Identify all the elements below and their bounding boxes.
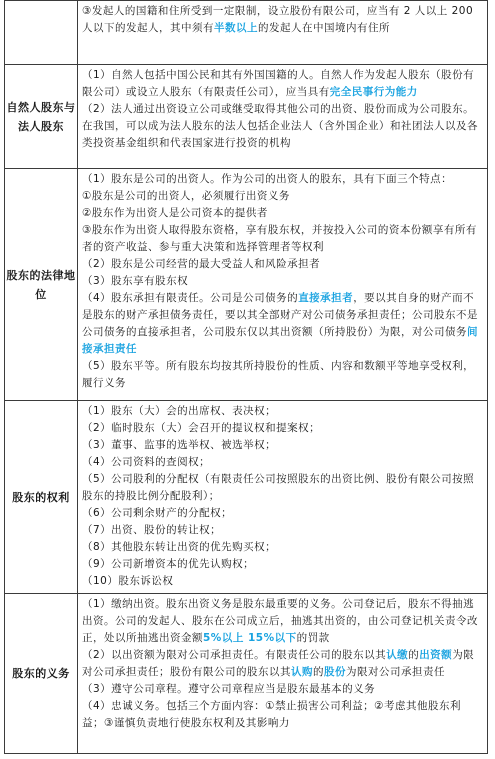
shareholder-table xyxy=(4,0,488,754)
text-segment: （5）公司股利的分配权（有限责任公司按照股东的出资比例、股份有限公司按照股东的持股比例分配股利）； xyxy=(82,473,475,502)
text-segment: （3）遵守公司章程。遵守公司章程应当是股东最基本的义务 xyxy=(82,683,376,695)
paragraph xyxy=(82,222,482,256)
table-row xyxy=(5,65,488,169)
highlighted-text: 认购 xyxy=(291,666,313,678)
paragraph xyxy=(82,539,482,556)
table-row xyxy=(5,1,488,65)
text-segment: （1）股东（大）会的出席权、表决权； xyxy=(82,405,277,417)
row-heading xyxy=(5,1,78,65)
text-segment: ③发起人的国籍和住所受到一定限制，设立股份有限公司，应当有 2 人以上 200 人以下的发起人，其中须有 xyxy=(82,5,474,34)
paragraph xyxy=(82,171,482,188)
paragraph xyxy=(82,681,482,698)
paragraph xyxy=(82,698,482,732)
text-segment: 的发起人在中国境内有住所 xyxy=(258,22,390,34)
paragraph xyxy=(82,273,482,290)
paragraph xyxy=(82,522,482,539)
highlighted-text: 认缴 xyxy=(386,649,409,661)
row-heading: 股东的权利 xyxy=(5,401,78,594)
highlighted-text: 出资额 xyxy=(419,649,453,661)
row-content xyxy=(78,401,488,594)
text-segment: 的罚款 xyxy=(296,632,330,644)
row-content xyxy=(78,65,488,169)
row-content xyxy=(78,594,488,754)
paragraph xyxy=(82,256,482,273)
text-segment: （2）以出资额为限对公司承担责任。有限责任公司的股东以其 xyxy=(82,649,387,661)
text-segment: （1）自然人包括中国公民和其有外国国籍的人。自然人作为发起人股东（股份有限公司）或设立人股东（有限责任公司），应当具有 xyxy=(82,69,475,98)
paragraph xyxy=(82,358,482,392)
paragraph xyxy=(82,403,482,420)
paragraph xyxy=(82,471,482,505)
paragraph xyxy=(82,647,482,681)
text-segment: （4）股东承担有限责任。公司是公司债务的 xyxy=(82,292,299,304)
paragraph xyxy=(82,290,482,358)
text-segment: 的 xyxy=(408,649,420,661)
text-segment: （1）股东是公司的出资人。作为公司的出资人的股东，具有下面三个特点： xyxy=(82,173,453,185)
text-segment: （4）忠诚义务。包括三个方面内容：①禁止损害公司利益；②考虑其他股东利益；③谨慎负责地行使股东权利及其影响力 xyxy=(82,700,462,729)
paragraph xyxy=(82,3,482,37)
highlighted-text: 直接承担者 xyxy=(298,292,354,304)
paragraph xyxy=(82,67,482,101)
highlighted-text: 股份 xyxy=(324,666,346,678)
row-heading: 自然人股东与法人股东 xyxy=(5,65,78,169)
paragraph xyxy=(82,101,482,152)
row-content xyxy=(78,1,488,65)
text-segment: ①股东是公司的出资人，必须履行出资义务 xyxy=(82,190,290,202)
text-segment: 为限对公司承担责任；股份有限公司的股东以其 xyxy=(82,649,475,678)
text-segment: （4）公司资料的查阅权； xyxy=(82,456,211,468)
text-segment: ②股东作为出资人是公司资本的提供者 xyxy=(82,207,268,219)
text-segment: 为限对公司承担责任 xyxy=(346,666,445,678)
text-segment: ，要以其自身的财产而不是股东的财产承担债务责任，要以其全部财产对公司债务承担责任；公司股东不是公司债务的直接承担者，公司股东仅以其出资额（所持股份）为限，对公司债务 xyxy=(82,292,478,338)
text-segment: （9）公司新增资本的优先认购权； xyxy=(82,558,255,570)
row-content xyxy=(78,169,488,401)
text-segment: ③股东作为出资人取得股东资格，享有股东权，并按投入公司的资本份额享有所有者的资产收益、参与重大决策和选择管理者等权利 xyxy=(82,224,477,253)
highlighted-text: 5%以上 15%以下 xyxy=(203,632,297,644)
text-segment: （6）公司剩余财产的分配权； xyxy=(82,507,233,519)
paragraph xyxy=(82,454,482,471)
paragraph xyxy=(82,596,482,647)
table-row xyxy=(5,594,488,754)
text-segment: （2）股东是公司经营的最大受益人和风险承担者 xyxy=(82,258,321,270)
text-segment: 的 xyxy=(313,666,324,678)
paragraph xyxy=(82,205,482,222)
highlighted-text: 间接承担责任 xyxy=(82,326,478,355)
highlighted-text: 完全民事行为能力 xyxy=(329,86,418,98)
text-segment: （10）股东诉讼权 xyxy=(82,575,174,587)
text-segment: （5）股东平等。所有股东均按其所持股份的性质、内容和数额平等地享受权利，履行义务 xyxy=(82,360,475,389)
paragraph xyxy=(82,420,482,437)
text-segment: （8）其他股东转让出资的优先购买权； xyxy=(82,541,277,553)
text-segment: （3）董事、监事的选举权、被选举权； xyxy=(82,439,277,451)
text-segment: （2）法人通过出资设立公司或继受取得其他公司的出资、股份而成为公司股东。在我国，可以成为法人股东的法人包括企业法人（含外国企业）和社团法人以及各类投资基金组织和代表国家进行投资的机构 xyxy=(82,103,478,149)
text-segment: （3）股东享有股东权 xyxy=(82,275,189,287)
text-segment: （7）出资、股份的转让权； xyxy=(82,524,222,536)
table-row xyxy=(5,401,488,594)
paragraph xyxy=(82,505,482,522)
paragraph xyxy=(82,188,482,205)
text-segment: （1）缴纳出资。股东出资义务是股东最重要的义务。公司登记后，股东不得抽逃出资。公司的发起人、股东在公司成立后，抽逃其出资的，由公司登记机关责令改正，处以所抽逃出资金额 xyxy=(82,598,478,644)
paragraph xyxy=(82,556,482,573)
table-row xyxy=(5,169,488,401)
highlighted-text: 半数以上 xyxy=(214,22,258,34)
text-segment: （2）临时股东（大）会召开的提议权和提案权； xyxy=(82,422,321,434)
row-heading: 股东的法律地位 xyxy=(5,169,78,401)
paragraph xyxy=(82,437,482,454)
row-heading: 股东的义务 xyxy=(5,594,78,754)
paragraph xyxy=(82,573,482,590)
